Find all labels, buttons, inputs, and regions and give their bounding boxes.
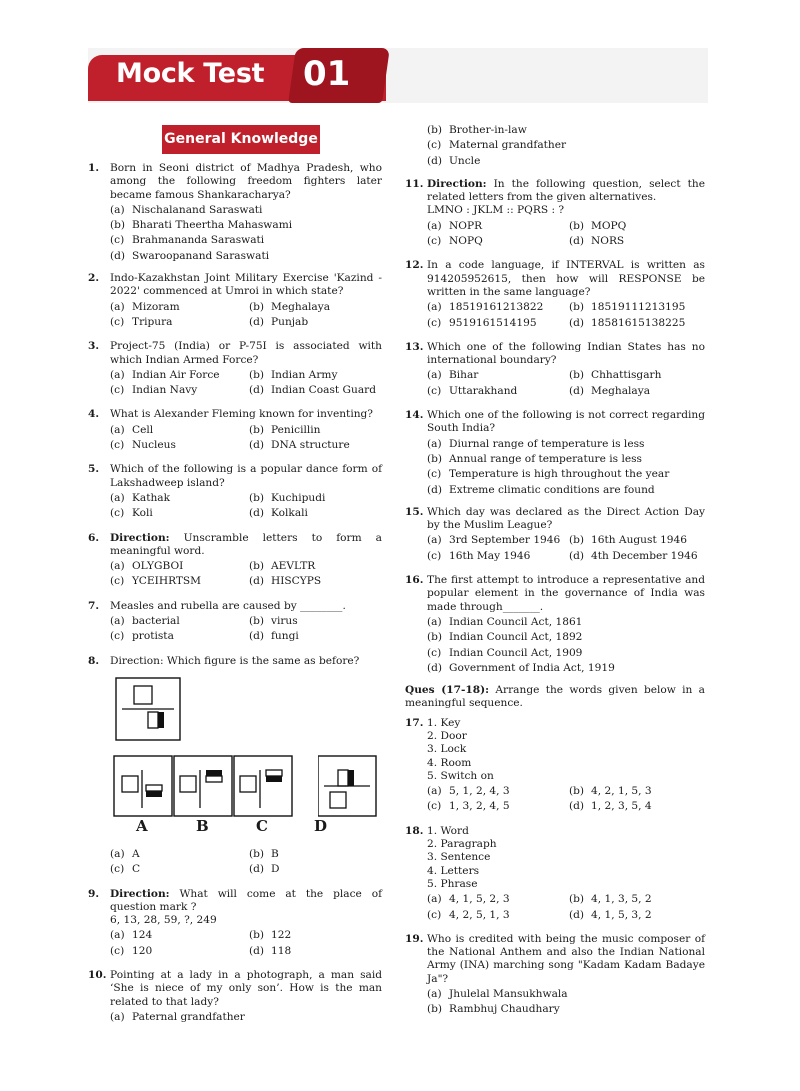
- question-number: 13.: [405, 340, 424, 353]
- option[interactable]: (c) 4, 2, 5, 1, 3: [427, 908, 510, 921]
- option[interactable]: (a) Paternal grandfather: [110, 1010, 245, 1023]
- question-number: 5.: [88, 463, 100, 476]
- question-number: 14.: [405, 409, 424, 422]
- question-6: [88, 532, 382, 591]
- option[interactable]: (c) NOPQ: [427, 235, 483, 248]
- option[interactable]: (c) protista: [110, 630, 174, 643]
- option[interactable]: (d) Indian Coast Guard: [249, 384, 376, 397]
- option[interactable]: (d) Meghalaya: [569, 384, 651, 397]
- question-text: What is Alexander Fleming known for inventing?: [110, 408, 373, 421]
- question-text: Direction: Unscramble letters to form a meaningful word.: [110, 531, 382, 557]
- option[interactable]: (c) Indian Navy: [110, 384, 198, 397]
- option[interactable]: (d) 1, 2, 3, 5, 4: [569, 800, 652, 813]
- option[interactable]: (b) Brother-in-law: [427, 124, 527, 136]
- option[interactable]: (c) C: [110, 863, 141, 876]
- question-14: [405, 409, 705, 497]
- option[interactable]: (a) Kathak: [110, 491, 171, 504]
- mock-test-number: 01: [303, 54, 351, 94]
- option[interactable]: (c) 1, 3, 2, 4, 5: [427, 800, 510, 813]
- option[interactable]: (b) virus: [249, 615, 298, 628]
- question-1: [88, 162, 382, 263]
- question-group-instruction: Ques (17-18): Arrange the words given below in a meaningful sequence.: [405, 684, 706, 710]
- option[interactable]: (c) 120: [110, 944, 153, 957]
- sequence-item: 4. Room: [427, 756, 472, 769]
- number-series: 6, 13, 28, 59, ?, 249: [110, 914, 217, 927]
- question-12: [405, 259, 705, 331]
- question-text: Pointing at a lady in a photograph, a man said ‘She is niece of my only son’. How is the man related to that lady?: [110, 968, 382, 1008]
- option[interactable]: (c) Koli: [110, 507, 153, 520]
- option[interactable]: (c) Nucleus: [110, 439, 176, 452]
- option[interactable]: (b) Indian Council Act, 1892: [427, 631, 583, 644]
- sequence-item: 5. Phrase: [427, 877, 478, 890]
- question-8: [88, 655, 382, 879]
- question-text: Measles and rubella are caused by ________.: [110, 599, 346, 612]
- right-column: [405, 124, 705, 1026]
- option[interactable]: (d) fungi: [249, 630, 299, 643]
- figure-puzzle: [88, 672, 382, 842]
- question-5: [88, 463, 382, 522]
- question-text: Born in Seoni district of Madhya Pradesh, who among the following freedom fighters later became famous Shankaracharya?: [110, 162, 382, 201]
- question-10-continued: [405, 124, 705, 168]
- question-15: [405, 506, 705, 565]
- question-number: 2.: [88, 272, 100, 285]
- option[interactable]: (d) 4, 1, 5, 3, 2: [569, 908, 652, 921]
- figure-label-a: A: [136, 816, 148, 835]
- option[interactable]: (c) Temperature is high throughout the year: [427, 468, 670, 481]
- option[interactable]: (b) B: [249, 847, 279, 860]
- sequence-item: 5. Switch on: [427, 769, 494, 782]
- option[interactable]: (d) HISCYPS: [249, 575, 322, 588]
- question-4: [88, 408, 382, 454]
- question-text: In a code language, if INTERVAL is written as 914205952615, then how will RESPONSE be written in the same language?: [427, 259, 705, 298]
- option[interactable]: (a) NOPR: [427, 219, 483, 232]
- option[interactable]: (d) 18581615138225: [569, 316, 686, 329]
- option[interactable]: (b) 122: [249, 929, 292, 942]
- option[interactable]: (d) Kolkali: [249, 507, 308, 520]
- question-text: Direction: What will come at the place of question mark ?: [110, 887, 382, 913]
- letter-analogy: LMNO : JKLM :: PQRS : ?: [427, 204, 565, 217]
- option[interactable]: (b) AEVLTR: [249, 560, 316, 573]
- option[interactable]: (b) Indian Army: [249, 368, 338, 381]
- option[interactable]: (d) 118: [249, 944, 292, 957]
- option[interactable]: (b) 4, 1, 3, 5, 2: [569, 893, 652, 906]
- option[interactable]: (b) Penicillin: [249, 423, 321, 436]
- question-number: 3.: [88, 340, 100, 353]
- figure-label-b: B: [196, 816, 209, 835]
- left-column: [88, 160, 382, 1033]
- option[interactable]: (c) Indian Council Act, 1909: [427, 646, 583, 659]
- mock-test-title: Mock Test: [116, 58, 265, 89]
- question-text: Which of the following is a popular dance form of Lakshadweep island?: [110, 463, 382, 489]
- option[interactable]: (b) 18519111213195: [569, 301, 686, 314]
- question-text: Which one of the following is not correct regarding South India?: [427, 409, 705, 435]
- question-text: Direction: In the following question, select the related letters from the given alternatives.: [427, 177, 705, 204]
- sequence-item: 3. Sentence: [427, 851, 491, 864]
- question-13: [405, 341, 705, 400]
- question-number: 1.: [88, 162, 100, 174]
- sequence-item: 1. Key: [427, 716, 461, 729]
- option[interactable]: (a) Indian Air Force: [110, 368, 220, 381]
- sequence-item: 2. Door: [427, 729, 467, 742]
- option[interactable]: (b) 16th August 1946: [569, 534, 688, 547]
- question-number: 12.: [405, 259, 424, 272]
- option[interactable]: (d) DNA structure: [249, 439, 350, 452]
- option[interactable]: (d) Swaroopanand Saraswati: [110, 249, 270, 262]
- sequence-item: 1. Word: [427, 824, 469, 837]
- option[interactable]: (c) Maternal grandfather: [427, 139, 567, 152]
- figure-label-c: C: [256, 816, 268, 835]
- question-19: [405, 933, 705, 1017]
- question-number: 19.: [405, 932, 424, 945]
- question-text: Indo-Kazakhstan Joint Military Exercise 'Kazind - 2022' commenced at Umroi in which state?: [110, 272, 382, 298]
- option[interactable]: (b) Bharati Theertha Mahaswami: [110, 219, 293, 232]
- sequence-item: 3. Lock: [427, 743, 467, 756]
- question-18: [405, 825, 705, 924]
- option[interactable]: (c) YCEIHRTSM: [110, 575, 202, 588]
- option[interactable]: (c) Tripura: [110, 315, 173, 328]
- option[interactable]: (a) OLYGBOI: [110, 560, 184, 573]
- option[interactable]: (d) Extreme climatic conditions are found: [427, 483, 655, 496]
- question-16: [405, 574, 705, 675]
- question-number: 6.: [88, 531, 100, 544]
- option[interactable]: (c) 9519161514195: [427, 316, 537, 329]
- option[interactable]: (d) 4th December 1946: [569, 549, 698, 562]
- question-number: 7.: [88, 599, 100, 612]
- option[interactable]: (d) D: [249, 863, 280, 876]
- option-figure-c: [234, 756, 292, 816]
- question-number: 18.: [405, 824, 424, 837]
- option[interactable]: (b) Kuchipudi: [249, 491, 326, 504]
- question-17: [405, 717, 705, 816]
- option[interactable]: (a) Mizoram: [110, 300, 180, 313]
- question-number: 15.: [405, 505, 424, 518]
- option[interactable]: (c) 16th May 1946: [427, 549, 531, 562]
- section-title: General Knowledge: [163, 126, 319, 153]
- option[interactable]: (b) Meghalaya: [249, 300, 331, 313]
- question-9: [88, 888, 382, 960]
- figure-puzzle-drawing-d: [318, 672, 388, 822]
- option[interactable]: (a) 3rd September 1946: [427, 534, 561, 547]
- question-number: 10.: [88, 968, 107, 981]
- question-number: 4.: [88, 408, 100, 421]
- question-text: Which day was declared as the Direct Action Day by the Muslim League?: [427, 505, 705, 532]
- question-2: [88, 272, 382, 331]
- question-number: 9.: [88, 887, 100, 900]
- option[interactable]: (d) NORS: [569, 235, 625, 248]
- option[interactable]: (a) Cell: [110, 423, 154, 436]
- question-number: 11.: [405, 177, 424, 190]
- question-7: [88, 600, 382, 646]
- sequence-item: 2. Paragraph: [427, 838, 497, 851]
- option[interactable]: (a) Jhulelal Mansukhwala: [427, 988, 568, 1001]
- option[interactable]: (b) Rambhuj Chaudhary: [427, 1003, 560, 1016]
- option[interactable]: (a) bacterial: [110, 615, 180, 628]
- question-text: Who is credited with being the music composer of the National Anthem and also the Indian National Army (INA) marching song "Kadam Kadam Badaye Ja"?: [427, 932, 705, 985]
- option-figure-b: [174, 756, 232, 816]
- option[interactable]: (a) Nischalanand Saraswati: [110, 203, 263, 216]
- question-text: Project-75 (India) or P-75I is associated with which Indian Armed Force?: [110, 340, 382, 366]
- sequence-item: 4. Letters: [427, 864, 480, 877]
- question-11: [405, 178, 705, 250]
- option[interactable]: (c) Brahmananda Saraswati: [110, 234, 265, 247]
- option[interactable]: (c) Uttarakhand: [427, 384, 518, 397]
- option[interactable]: (a) Bihar: [427, 369, 479, 382]
- question-number: 16.: [405, 574, 424, 587]
- question-10: [88, 969, 382, 1024]
- option-figure-a: [114, 756, 172, 816]
- option[interactable]: (b) MOPQ: [569, 219, 627, 232]
- option[interactable]: (a) Diurnal range of temperature is less: [427, 437, 645, 450]
- option[interactable]: (b) Annual range of temperature is less: [427, 452, 642, 465]
- question-text: Which one of the following Indian States has no international boundary?: [427, 340, 705, 367]
- option[interactable]: (a) 18519161213822: [427, 301, 544, 314]
- figure-puzzle-drawing: [88, 672, 318, 822]
- question-number: 17.: [405, 716, 424, 729]
- question-text: The first attempt to introduce a representative and popular element in the governance of India was made through_______.: [427, 574, 705, 613]
- option[interactable]: (a) Indian Council Act, 1861: [427, 615, 583, 628]
- option[interactable]: (a) 5, 1, 2, 4, 3: [427, 785, 510, 798]
- option[interactable]: (a) A: [110, 847, 140, 860]
- option[interactable]: (a) 4, 1, 5, 2, 3: [427, 893, 510, 906]
- question-text: Direction: Which figure is the same as before?: [110, 654, 360, 667]
- option[interactable]: (d) Government of India Act, 1919: [427, 661, 615, 674]
- option[interactable]: (d) Uncle: [427, 154, 481, 167]
- question-3: [88, 340, 382, 399]
- option[interactable]: (d) Punjab: [249, 315, 309, 328]
- figure-label-d: D: [314, 816, 328, 835]
- option[interactable]: (b) 4, 2, 1, 5, 3: [569, 785, 652, 798]
- option[interactable]: (b) Chhattisgarh: [569, 369, 662, 382]
- option[interactable]: (a) 124: [110, 929, 153, 942]
- question-number: 8.: [88, 654, 100, 667]
